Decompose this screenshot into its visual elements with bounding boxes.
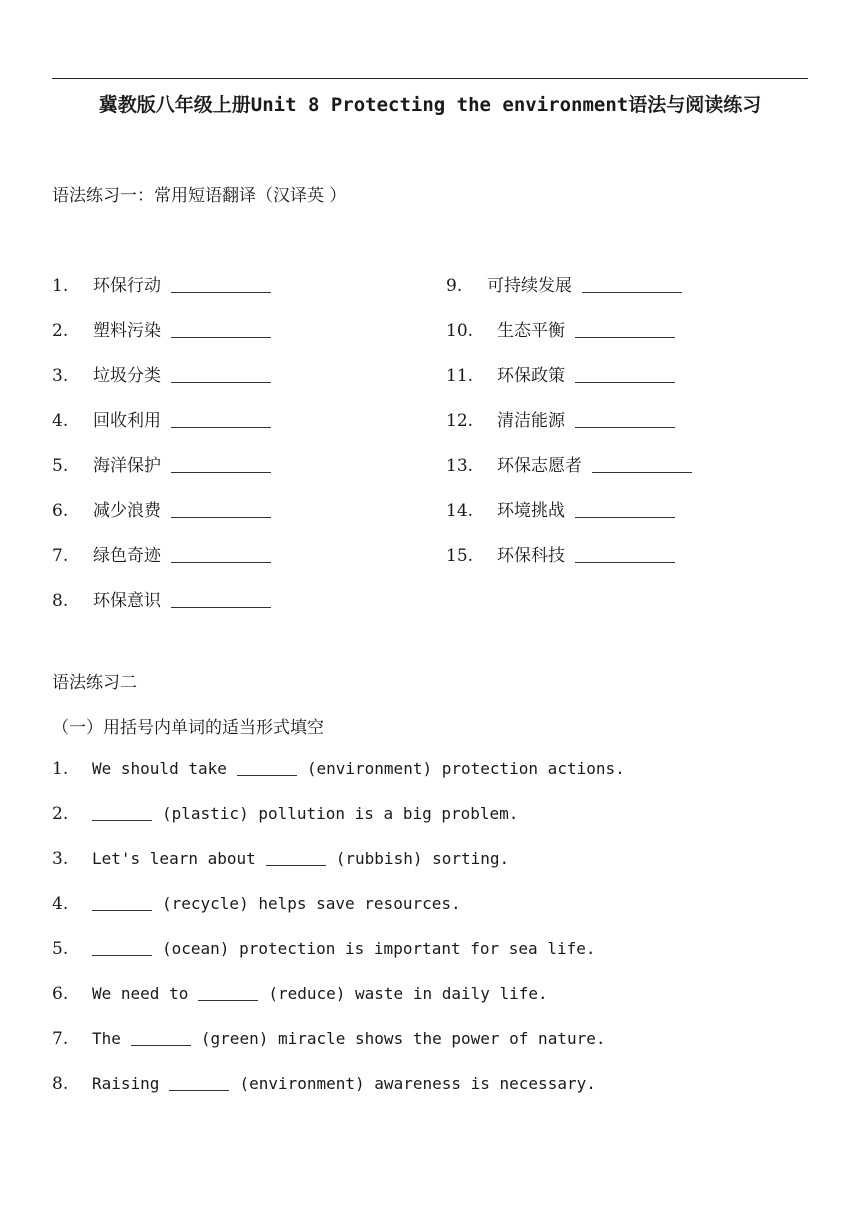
item-text: 塑料污染 xyxy=(93,321,161,341)
item-number: 11. xyxy=(446,366,474,386)
answer-blank[interactable] xyxy=(171,607,271,608)
item-number: 6. xyxy=(52,501,69,521)
phrase-item xyxy=(446,406,675,431)
sentence-after: (green) miracle shows the power of nature. xyxy=(200,1029,606,1048)
item-text: 环保科技 xyxy=(497,546,565,566)
sentence-number: 3. xyxy=(52,849,69,869)
sentence-after: (plastic) pollution is a big problem. xyxy=(162,804,519,823)
answer-blank[interactable] xyxy=(575,427,675,428)
sentence-after: (environment) protection actions. xyxy=(306,759,625,778)
sentence-row xyxy=(52,849,509,869)
answer-blank[interactable] xyxy=(171,337,271,338)
answer-blank[interactable] xyxy=(171,427,271,428)
sentence-row xyxy=(52,939,595,959)
sentence-before: Raising xyxy=(92,1074,160,1093)
answer-blank[interactable] xyxy=(582,292,682,293)
item-number: 7. xyxy=(52,546,69,566)
item-text: 绿色奇迹 xyxy=(93,546,161,566)
item-text: 可持续发展 xyxy=(487,276,572,296)
section2-subheading: （一）用括号内单词的适当形式填空 xyxy=(52,718,324,738)
sentence-number: 2. xyxy=(52,804,69,824)
sentence-row xyxy=(52,1074,596,1094)
item-text: 海洋保护 xyxy=(93,456,161,476)
sentence-before: We need to xyxy=(92,984,189,1003)
item-number: 4. xyxy=(52,411,69,431)
sentence-before: Let's learn about xyxy=(92,849,256,868)
phrase-item xyxy=(52,271,271,296)
item-number: 3. xyxy=(52,366,69,386)
sentence-after: (recycle) helps save resources. xyxy=(162,894,461,913)
sentence-number: 4. xyxy=(52,894,69,914)
phrase-item xyxy=(446,496,675,521)
item-number: 10. xyxy=(446,321,474,341)
item-number: 8. xyxy=(52,591,69,611)
item-text: 垃圾分类 xyxy=(93,366,161,386)
item-text: 回收利用 xyxy=(93,411,161,431)
sentence-number: 7. xyxy=(52,1029,69,1049)
sentence-row xyxy=(52,984,548,1004)
phrase-item xyxy=(52,451,271,476)
item-text: 减少浪费 xyxy=(93,501,161,521)
item-number: 14. xyxy=(446,501,474,521)
answer-blank[interactable] xyxy=(92,910,152,911)
answer-blank[interactable] xyxy=(171,292,271,293)
phrase-item xyxy=(52,541,271,566)
phrase-item xyxy=(446,271,682,296)
item-number: 5. xyxy=(52,456,69,476)
answer-blank[interactable] xyxy=(237,775,297,776)
phrase-item xyxy=(52,586,271,611)
sentence-row xyxy=(52,804,518,824)
section2-heading: 语法练习二 xyxy=(52,673,137,693)
answer-blank[interactable] xyxy=(575,337,675,338)
item-number: 13. xyxy=(446,456,474,476)
item-text: 生态平衡 xyxy=(497,321,565,341)
sentence-before: We should take xyxy=(92,759,227,778)
sentence-after: (rubbish) sorting. xyxy=(335,849,510,868)
sentence-number: 6. xyxy=(52,984,69,1004)
answer-blank[interactable] xyxy=(92,820,152,821)
sentence-after: (reduce) waste in daily life. xyxy=(268,984,548,1003)
item-text: 环保行动 xyxy=(93,276,161,296)
sentence-number: 1. xyxy=(52,759,69,779)
phrase-item xyxy=(52,496,271,521)
item-text: 环境挑战 xyxy=(497,501,565,521)
answer-blank[interactable] xyxy=(171,472,271,473)
item-number: 12. xyxy=(446,411,474,431)
answer-blank[interactable] xyxy=(592,472,692,473)
header-rule xyxy=(52,78,808,79)
section1-heading: 语法练习一：常用短语翻译（汉译英 ） xyxy=(52,186,347,206)
item-number: 1. xyxy=(52,276,69,296)
item-text: 清洁能源 xyxy=(497,411,565,431)
sentence-row xyxy=(52,759,625,779)
sentence-before: The xyxy=(92,1029,121,1048)
phrase-item xyxy=(52,316,271,341)
sentence-number: 8. xyxy=(52,1074,69,1094)
answer-blank[interactable] xyxy=(169,1090,229,1091)
answer-blank[interactable] xyxy=(171,517,271,518)
answer-blank[interactable] xyxy=(575,517,675,518)
phrase-item xyxy=(52,406,271,431)
item-number: 15. xyxy=(446,546,474,566)
answer-blank[interactable] xyxy=(131,1045,191,1046)
answer-blank[interactable] xyxy=(92,955,152,956)
sentence-number: 5. xyxy=(52,939,69,959)
item-text: 环保政策 xyxy=(497,366,565,386)
item-text: 环保意识 xyxy=(93,591,161,611)
phrase-item xyxy=(446,541,675,566)
answer-blank[interactable] xyxy=(575,382,675,383)
answer-blank[interactable] xyxy=(198,1000,258,1001)
item-number: 2. xyxy=(52,321,69,341)
answer-blank[interactable] xyxy=(575,562,675,563)
answer-blank[interactable] xyxy=(171,562,271,563)
phrase-item xyxy=(446,361,675,386)
phrase-item xyxy=(446,316,675,341)
sentence-row xyxy=(52,1029,605,1049)
item-text: 环保志愿者 xyxy=(497,456,582,476)
sentence-after: (environment) awareness is necessary. xyxy=(239,1074,596,1093)
sentence-after: (ocean) protection is important for sea life. xyxy=(162,939,596,958)
sentence-row xyxy=(52,894,461,914)
phrase-item xyxy=(446,451,692,476)
phrase-item xyxy=(52,361,271,386)
answer-blank[interactable] xyxy=(171,382,271,383)
item-number: 9. xyxy=(446,276,463,296)
answer-blank[interactable] xyxy=(266,865,326,866)
page-title: 冀教版八年级上册Unit 8 Protecting the environment语法与阅读练习 xyxy=(98,94,762,116)
